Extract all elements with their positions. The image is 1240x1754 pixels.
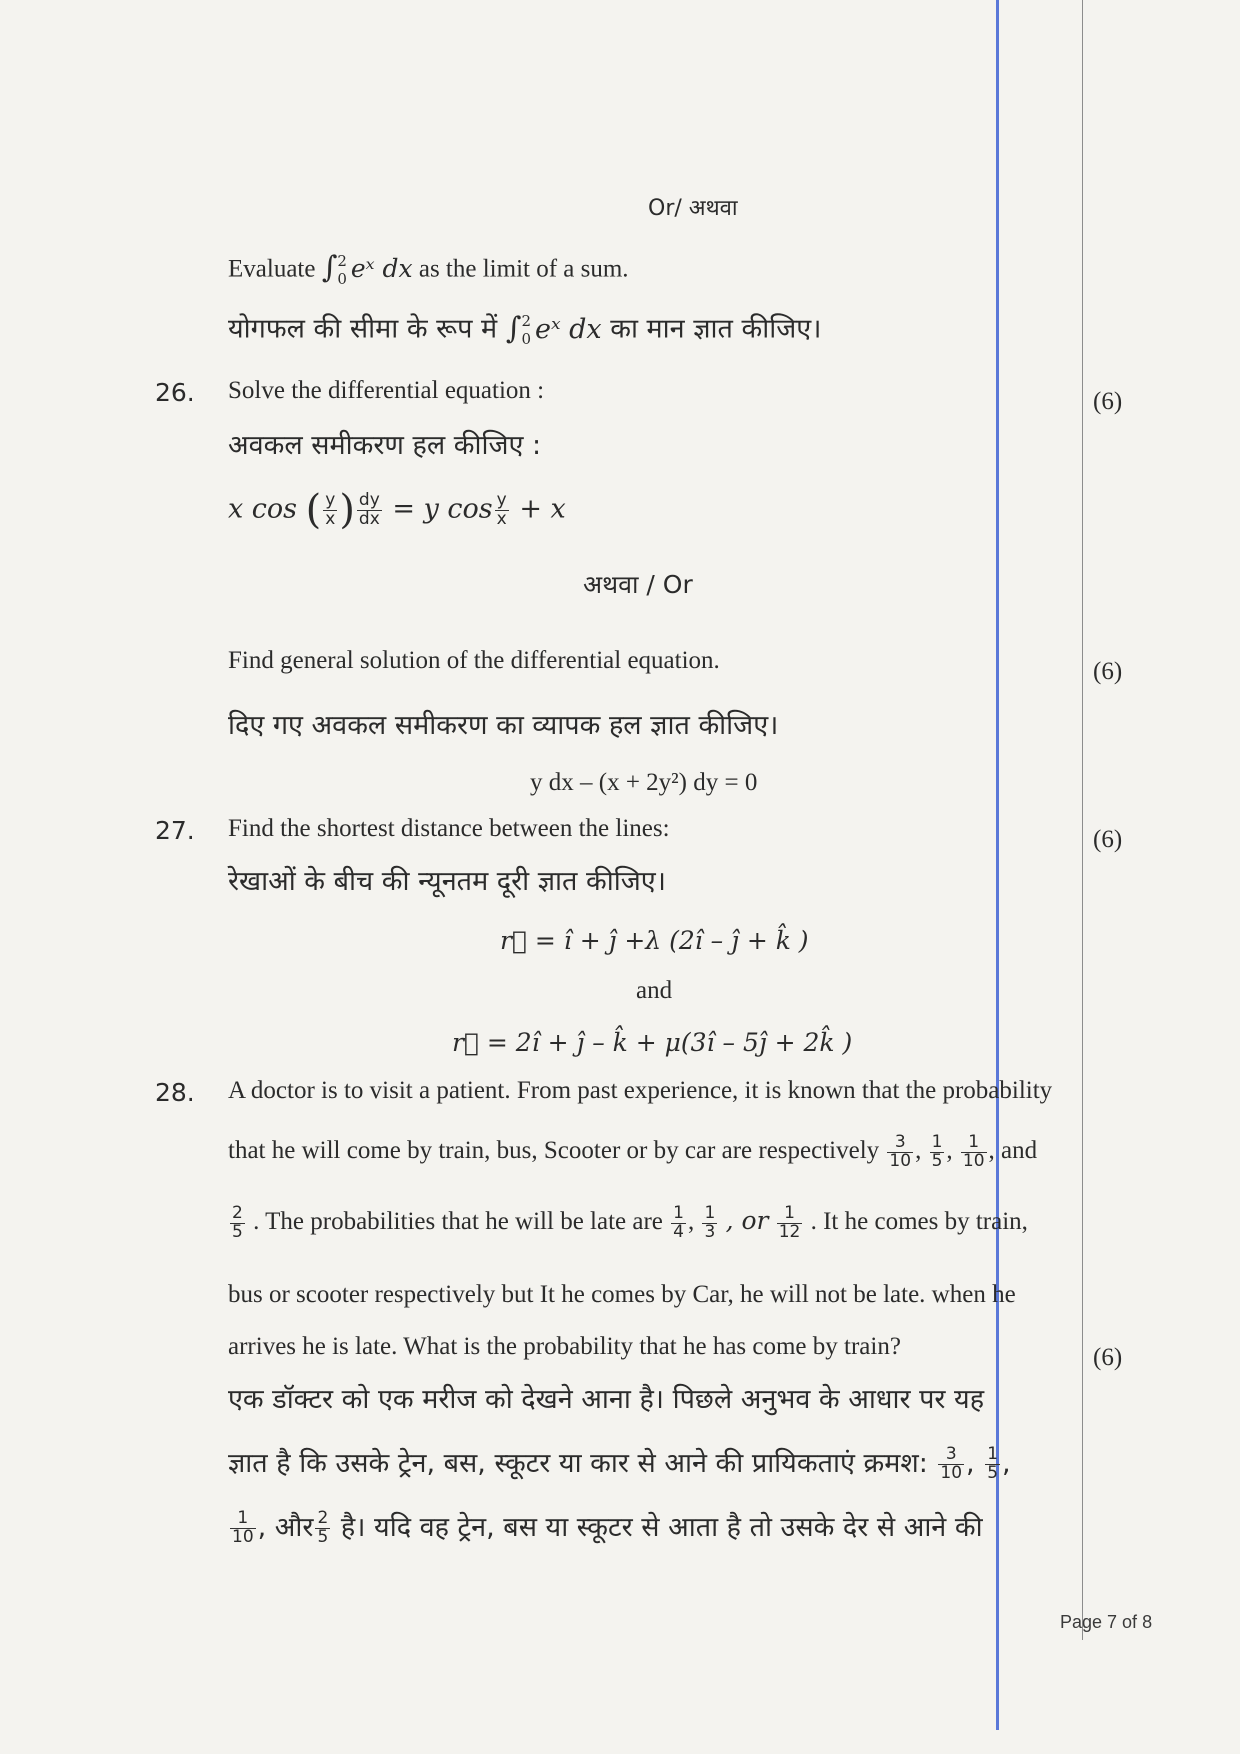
q28-english-line-4: bus or scooter respectively but It he comes by Car, he will not be late. when he bbox=[228, 1281, 1016, 1308]
question-number-28: 28. bbox=[155, 1078, 195, 1107]
q26-alt-equation: y dx – (x + 2y²) dy = 0 bbox=[530, 769, 758, 796]
q28-english-line-5: arrives he is late. What is the probability that he has come by train? bbox=[228, 1333, 901, 1360]
q26-alt-hindi: दिए गए अवकल समीकरण का व्यापक हल ज्ञात कीजिए। bbox=[228, 710, 779, 741]
page-footer: Page 7 of 8 bbox=[1060, 1612, 1153, 1632]
q28-english-line-3: $\frac{2}{5}$ . The probabilities that he will be late are $\frac{1}{4}$ , $\frac{1}{3}$ , or $\frac{1}{12}$ . It he comes by train, bbox=[232, 1203, 1028, 1242]
question-number-27: 27. bbox=[155, 816, 195, 845]
q28-hindi-line-2: ज्ञात है कि उसके ट्रेन, बस, स्कूटर या कार से आने की प्रायिकताएं क्रमश: $\frac{3}{10}$ , $\frac{1}{5}$ , bbox=[228, 1444, 1011, 1483]
q26-alt-marks: (6) bbox=[1093, 658, 1123, 685]
q27-line-1: r⃗ = î + ĵ +λ (2î – ĵ + k̂ ) bbox=[500, 926, 809, 955]
q26-english: Solve the differential equation : bbox=[228, 377, 545, 404]
q27-line-2: r⃗ = 2î + ĵ – k̂ + μ(3î – 5ĵ + 2k̂ ) bbox=[452, 1028, 853, 1057]
q28-english-line-2: that he will come by train, bus, Scooter or by car are respectively $\frac{3}{10}$ , $\frac{1}{5}$ , $\frac{1}{10}$ , and bbox=[228, 1132, 1038, 1171]
question-number-26: 26. bbox=[155, 378, 195, 407]
q28-hindi-line-3: $\frac{1}{10}$ , और $\frac{2}{5}$ है। यदि वह ट्रेन, बस या स्कूटर से आता है तो उसके देर से आने की bbox=[232, 1508, 983, 1547]
q28-marks: (6) bbox=[1093, 1344, 1123, 1371]
q25-or-english: Evaluate ∫ 2 0 eˣ dx as the limit of a sum. bbox=[228, 249, 629, 288]
q26-or-separator: अथवा / Or bbox=[583, 570, 693, 599]
q25-or-hindi: योगफल की सीमा के रूप में ∫ 2 0 eˣ dx का मान ज्ञात कीजिए। bbox=[228, 310, 822, 348]
q26-hindi: अवकल समीकरण हल कीजिए : bbox=[228, 430, 542, 461]
margin-line-grey bbox=[1082, 0, 1083, 1640]
q27-marks: (6) bbox=[1093, 826, 1123, 853]
or-separator-top: Or/ अथवा bbox=[648, 196, 738, 221]
q26-alt-english: Find general solution of the differential equation. bbox=[228, 647, 720, 674]
q27-and: and bbox=[636, 977, 673, 1004]
q26-marks: (6) bbox=[1093, 388, 1123, 415]
q28-hindi-line-1: एक डॉक्टर को एक मरीज को देखने आना है। पिछले अनुभव के आधार पर यह bbox=[228, 1384, 985, 1415]
q28-english-line-1: A doctor is to visit a patient. From past experience, it is known that the probability bbox=[228, 1077, 1053, 1104]
q26-equation: x cos ( $\frac{y}{x}$ ) $\frac{dy}{dx}$ = y cos $\frac{y}{x}$ + x bbox=[228, 487, 566, 533]
q27-hindi: रेखाओं के बीच की न्यूनतम दूरी ज्ञात कीजिए। bbox=[228, 866, 666, 897]
q27-english: Find the shortest distance between the lines: bbox=[228, 815, 670, 842]
